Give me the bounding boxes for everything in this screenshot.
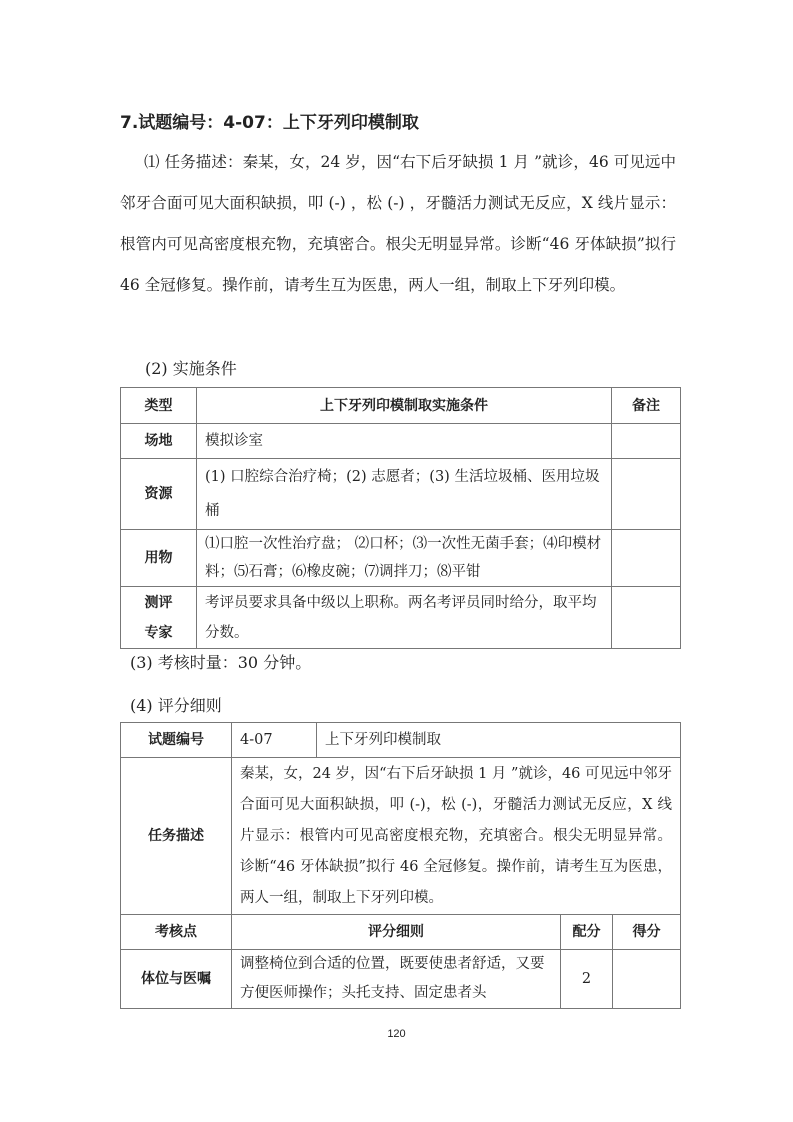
header-got: 得分 [613, 915, 681, 950]
table-row [121, 530, 681, 587]
row-content: 模拟诊室 [197, 424, 612, 459]
table-row [121, 758, 681, 915]
row-content: ⑴口腔一次性治疗盘； ⑵口杯；⑶一次性无菌手套；⑷印模材料；⑸石膏；⑹橡皮碗；⑺调拌刀；⑻平钳 [197, 530, 612, 587]
table-header-row [121, 915, 681, 950]
section-time-limit: (3) 考核时量：30 分钟。 [130, 653, 312, 672]
header-detail: 评分细则 [232, 915, 561, 950]
row-note [612, 459, 681, 530]
row-note [612, 530, 681, 587]
row-score: 2 [561, 950, 613, 1009]
table-row [121, 723, 681, 758]
row-detail: 调整椅位到合适的位置，既要使患者舒适，又要方便医师操作；头托支持、固定患者头 [232, 950, 561, 1009]
header-score: 配分 [561, 915, 613, 950]
table-row [121, 424, 681, 459]
desc-text: 秦某，女，24 岁，因“右下后牙缺损 1 月 ”就诊，46 可见远中邻牙合面可见大面积缺损，叩 (-)，松 (-)，牙髓活力测试无反应，X 线片显示：根管内可见高密度根充物，充填密合。根尖无明显异常。诊断“46 牙体缺损”拟行 46 全冠修复。操作前，请考生互为医患，两人一组，制取上下牙列印模。 [232, 758, 681, 915]
section-conditions-heading: (2) 实施条件 [145, 359, 237, 378]
header-point: 考核点 [121, 915, 232, 950]
header-conditions: 上下牙列印模制取实施条件 [197, 388, 612, 424]
table-row [121, 587, 681, 649]
row-type: 场地 [121, 424, 197, 459]
table-row [121, 459, 681, 530]
row-type: 用物 [121, 530, 197, 587]
scoring-table [120, 722, 681, 1009]
question-title: 7.试题编号：4-07：上下牙列印模制取 [120, 113, 419, 133]
conditions-table [120, 387, 681, 649]
id-label: 试题编号 [121, 723, 232, 758]
page-number: 120 [387, 1028, 406, 1040]
row-note [612, 424, 681, 459]
row-got [613, 950, 681, 1009]
section-scoring-heading: (4) 评分细则 [130, 696, 222, 715]
row-type: 资源 [121, 459, 197, 530]
row-content: (1) 口腔综合治疗椅；(2) 志愿者；(3) 生活垃圾桶、医用垃圾桶 [197, 459, 612, 530]
row-point: 体位与医嘱 [121, 950, 232, 1009]
header-type: 类型 [121, 388, 197, 424]
row-note [612, 587, 681, 649]
table-header-row [121, 388, 681, 424]
task-description: ⑴ 任务描述：秦某，女，24 岁，因“右下后牙缺损 1 月 ”就诊，46 可见远中邻牙合面可见大面积缺损，叩 (-) ，松 (-) ，牙髓活力测试无反应，X 线片显示：根管内可见高密度根充物，充填密合。根尖无明显异常。诊断“46 牙体缺损”拟行 46 全冠修复。操作前，请考生互为医患，两人一组，制取上下牙列印模。 [120, 153, 676, 294]
desc-label: 任务描述 [121, 758, 232, 915]
id-name: 上下牙列印模制取 [317, 723, 681, 758]
row-type: 测评专家 [121, 587, 197, 649]
id-value: 4-07 [232, 723, 317, 758]
row-content: 考评员要求具备中级以上职称。两名考评员同时给分，取平均分数。 [197, 587, 612, 649]
header-note: 备注 [612, 388, 681, 424]
table-row [121, 950, 681, 1009]
